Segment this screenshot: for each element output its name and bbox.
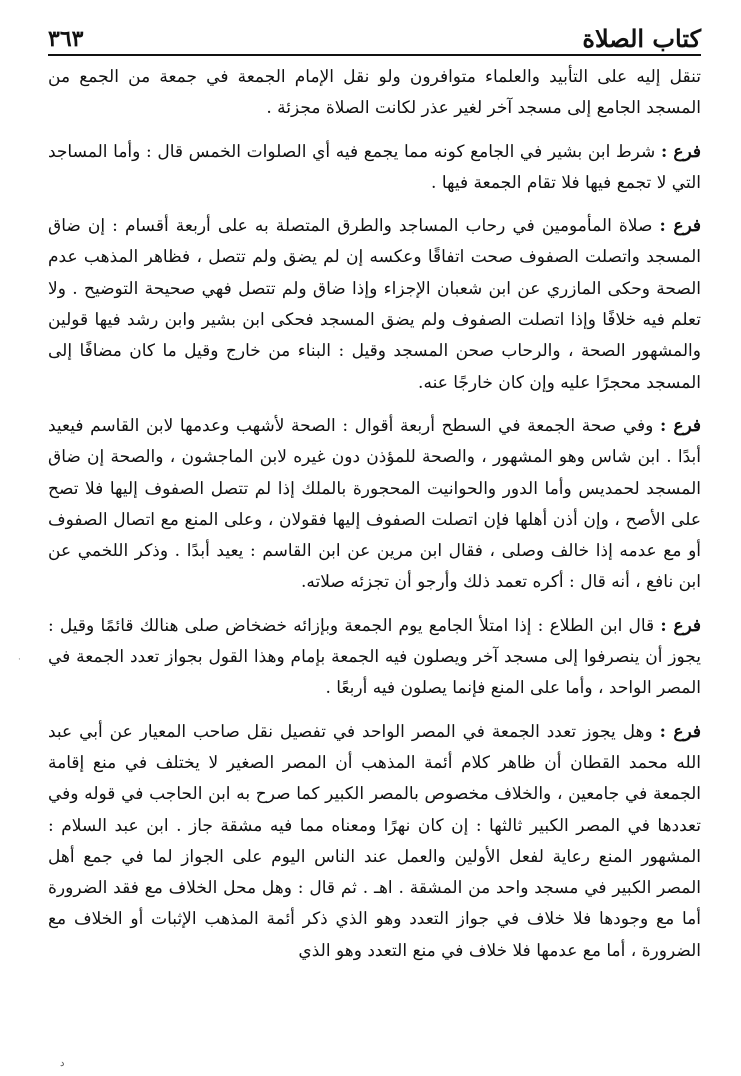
paragraph-text: شرط ابن بشير في الجامع كونه مما يجمع فيه أي الصلوات الخمس قال : وأما المساجد التي لا تجمع فيها فلا تقام الجمعة فيها . (48, 141, 701, 193)
page-number: ٣٦٣ (48, 26, 84, 52)
paragraph-lead: فرع : (659, 415, 701, 436)
paragraph (48, 611, 701, 705)
paragraph-lead: فرع : (659, 216, 702, 237)
page-header (48, 20, 701, 56)
book-title: كتاب الصلاة (582, 24, 701, 53)
paragraph-text: قال ابن الطلاع : إذا امتلأ الجامع يوم الجمعة وبإزائه خضخاض صلى هنالك قائمًا وقيل : يجوز أن ينصرفوا إلى مسجد آخر ويصلون فيه الجمعة بإمام وهذا القول بجواز تعدد الجمعة في المصر الواحد ، وأما على المنع فإنما يصلون فيه أربعًا . (48, 615, 701, 699)
paragraph (48, 137, 701, 200)
paragraph (48, 211, 701, 399)
paragraph-lead: فرع : (660, 141, 702, 162)
paragraph (48, 717, 701, 967)
paragraph-text: وفي صحة الجمعة في السطح أربعة أقوال : الصحة لأشهب وعدمها لابن القاسم فيعيد أبدًا . ابن شاس وهو المشهور ، والصحة للمؤذن دون غيره لابن الماجشون ، والصحة إن ضاق المسجد لحمديس وأما الدور والحوانيت المحجورة بالملك إذا لم تتصل الصفوف إليها فلا تصح على الأصح ، وإن أذن أهلها فإن اتصلت الصفوف إليها فقولان ، وعلى المنع مع اتصال الصفوف أو مع عدمه إذا خالف وصلى ، فقال ابن مرين عن ابن القاسم : يعيد أبدًا . وذكر اللخمي عن ابن نافع ، أنه قال : أكره تعمد ذلك وأرجو أن تجزئه صلاته. (48, 415, 701, 593)
paragraph (48, 411, 701, 599)
footer-mark: د (60, 1058, 65, 1069)
margin-dot: · (18, 655, 21, 665)
paragraph-lead: فرع : (660, 615, 702, 636)
paragraph-text: صلاة المأمومين في رحاب المساجد والطرق المتصلة به على أربعة أقسام : إن ضاق المسجد واتصلت الصفوف صحت اتفاقًا وعكسه إن لم يضق ولم تتصل ، فظاهر المذهب عدم الصحة وحكى المازري عن ابن شعبان الإجزاء وإذا ضاق ولم تتصل فهي صحيحة التوضيح . ولا تعلم فيه خلافًا وإذا اتصلت الصفوف ولم يضق المسجد فحكى ابن بشير وابن رشد فيها قولين والمشهور الصحة ، والرحاب صحن المسجد وقيل : البناء من خارج وقيل ما كان مضافًا إلى المسجد محجرًا عليه وإن كان خارجًا عنه. (48, 216, 701, 393)
paragraph-lead: فرع : (659, 721, 701, 742)
paragraph-text: وهل يجوز تعدد الجمعة في المصر الواحد في تفصيل نقل صاحب المعيار عن أبي عبد الله محمد القطان أن ظاهر كلام أئمة المذهب أن المصر الصغير لا يختلف في منع إقامة الجمعة في جامعين ، والخلاف مخصوص بالمصر الكبير كما صرح به ابن الحاجب في قوله وفي تعددها في المصر الكبير ثالثها : إن كان نهرًا ومعناه مما فيه مشقة جاز . ابن عبد السلام : المشهور المنع رعاية لفعل الأولين والعمل عند الناس اليوم على الجواز لما في جمع أهل المصر الكبير في مسجد واحد من المشقة . اهـ . ثم قال : وهل محل الخلاف مع فقد الضرورة أما مع وجودها فلا خلاف في جواز التعدد وهو الذي ذكر أئمة المذهب الإثبات أو الخلاف مع الضرورة ، أما مع عدمها فلا خلاف في منع التعدد وهو الذي (48, 721, 701, 961)
paragraph-text: تنقل إليه على التأبيد والعلماء متوافرون ولو نقل الإمام الجمعة في جمعة من الجمع من المسجد الجامع إلى مسجد آخر لغير عذر لكانت الصلاة مجزئة . (48, 67, 701, 119)
body-text (48, 62, 701, 967)
page (48, 20, 701, 979)
paragraph (48, 62, 701, 125)
